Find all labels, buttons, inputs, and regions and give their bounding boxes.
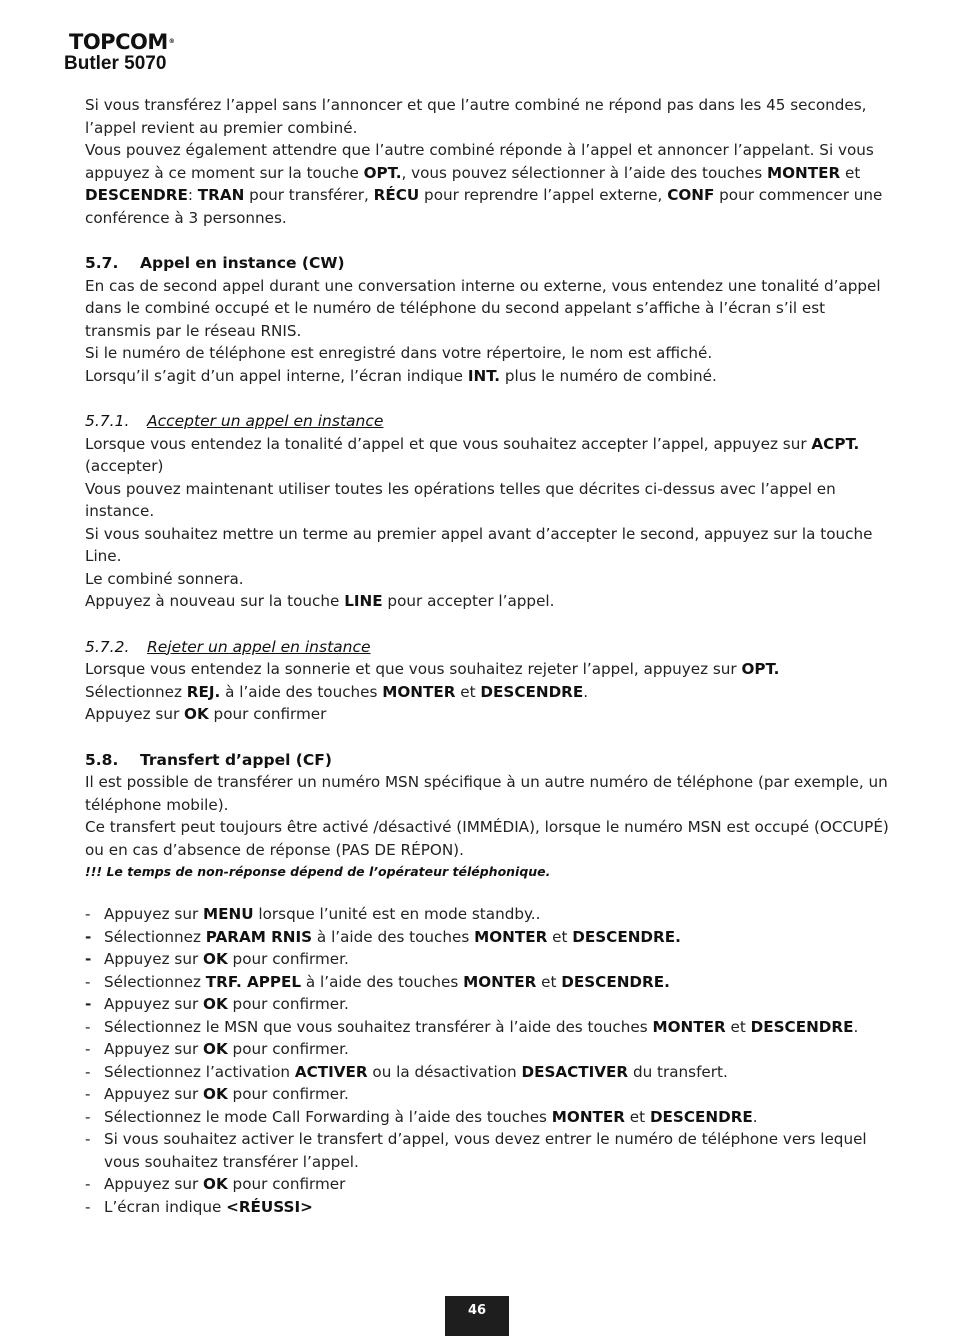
- bold-keyword: OK: [184, 705, 209, 723]
- paragraph: Lorsque vous entendez la tonalité d’appel et que vous souhaitez accepter l’appel, appuyez sur ACPT. (accepter): [85, 434, 860, 475]
- bold-keyword: MONTER: [551, 1107, 625, 1126]
- intro-section: [85, 94, 893, 229]
- bold-keyword: DESCENDRE.: [572, 927, 681, 946]
- list-dash: -: [85, 972, 91, 991]
- list-dash: -: [85, 1040, 91, 1058]
- paragraph: Il est possible de transférer un numéro MSN spécifique à un autre numéro de téléphone (par exemple, un téléphone mobile).: [85, 773, 888, 814]
- paragraph: Appuyez sur OK pour confirmer: [85, 705, 327, 723]
- section-title: Transfert d’appel (CF): [140, 750, 332, 769]
- paragraph: Appuyez à nouveau sur la touche LINE pour accepter l’appel.: [85, 592, 555, 610]
- document-body: [85, 94, 893, 1218]
- bold-keyword: OK: [203, 1175, 228, 1193]
- list-item: - Sélectionnez PARAM RNIS à l’aide des touches MONTER et DESCENDRE.: [85, 926, 893, 949]
- list-item: - Sélectionnez TRF. APPEL à l’aide des touches MONTER et DESCENDRE.: [85, 971, 893, 994]
- subsection-body-5-7-2: [85, 658, 893, 726]
- trademark-symbol: ®: [168, 38, 175, 45]
- section-heading-5-8: [85, 749, 893, 772]
- bold-keyword: OK: [203, 995, 228, 1013]
- brand-logo: [69, 31, 174, 53]
- bold-keyword: DESCENDRE: [480, 682, 584, 701]
- paragraph: Vous pouvez maintenant utiliser toutes les opérations telles que décrites ci-dessus avec l’appel en instance.: [85, 479, 836, 520]
- list-item: - Appuyez sur OK pour confirmer.: [85, 993, 893, 1016]
- bold-keyword: DESCENDRE.: [561, 972, 670, 991]
- bold-keyword: ACPT.: [811, 434, 860, 453]
- bold-keyword: RÉCU: [373, 186, 420, 204]
- bold-keyword: DESACTIVER: [521, 1062, 629, 1081]
- bold-keyword: DESCENDRE: [85, 186, 188, 204]
- subsection-body-5-7-1: [85, 433, 893, 613]
- list-item: - Appuyez sur MENU lorsque l’unité est en mode standby..: [85, 903, 893, 926]
- paragraph: Lorsque vous entendez la sonnerie et que vous souhaitez rejeter l’appel, appuyez sur OPT.: [85, 660, 780, 678]
- bold-keyword: MONTER: [382, 682, 456, 701]
- bold-keyword: TRF. APPEL: [205, 972, 302, 991]
- bold-keyword: <RÉUSSI>: [226, 1197, 313, 1216]
- list-item: - Sélectionnez le mode Call Forwarding à l’aide des touches MONTER et DESCENDRE.: [85, 1106, 893, 1129]
- list-dash: -: [85, 950, 92, 968]
- list-dash: -: [85, 927, 92, 946]
- paragraph: Si vous souhaitez mettre un terme au premier appel avant d’accepter le second, appuyez sur la touche Line.: [85, 524, 873, 565]
- section-title: Appel en instance (CW): [140, 254, 345, 272]
- bold-keyword: LINE: [344, 592, 383, 610]
- list-item: - L’écran indique <RÉUSSI>: [85, 1196, 893, 1219]
- list-item: - Appuyez sur OK pour confirmer.: [85, 1038, 893, 1061]
- list-dash: -: [85, 1062, 91, 1081]
- paragraph: Si le numéro de téléphone est enregistré dans votre répertoire, le nom est affiché.: [85, 344, 713, 362]
- subsection-title: Rejeter un appel en instance: [147, 637, 371, 656]
- list-dash: -: [85, 995, 92, 1013]
- bold-keyword: DESCENDRE: [649, 1107, 753, 1126]
- list-item: - Sélectionnez le MSN que vous souhaitez transférer à l’aide des touches MONTER et DESCENDRE.: [85, 1016, 893, 1039]
- bold-keyword: MONTER: [766, 163, 841, 182]
- page-number: 46: [445, 1296, 509, 1336]
- subsection-heading-5-7-2: [85, 636, 893, 659]
- subsection-number: 5.7.2.: [85, 637, 130, 656]
- bold-keyword: PARAM RNIS: [205, 927, 313, 946]
- warning-note: !!! Le temps de non-réponse dépend de l’opérateur téléphonique.: [85, 864, 551, 879]
- bold-keyword: TRAN: [197, 186, 245, 204]
- list-dash: -: [85, 1130, 91, 1148]
- bold-keyword: OK: [203, 950, 228, 968]
- bold-keyword: MONTER: [463, 972, 537, 991]
- paragraph: Si vous transférez l’appel sans l’annoncer et que l’autre combiné ne répond pas dans les 45 secondes, l’appel revient au premier combiné.: [85, 96, 867, 137]
- list-item: - Sélectionnez l’activation ACTIVER ou la désactivation DESACTIVER du transfert.: [85, 1061, 893, 1084]
- list-item: - Appuyez sur OK pour confirmer: [85, 1173, 893, 1196]
- paragraph: Sélectionnez REJ. à l’aide des touches MONTER et DESCENDRE.: [85, 682, 589, 701]
- bold-keyword: CONF: [667, 186, 715, 204]
- paragraph: Vous pouvez également attendre que l’autre combiné réponde à l’appel et annoncer l’appelant. Si vous appuyez à ce moment sur la touche OPT., vous pouvez sélectionner à l’aide des touches MONTER et DESCENDRE: TRAN pour transférer, RÉCU pour reprendre l’appel externe, CONF pour commencer une conférence à 3 personnes.: [85, 141, 883, 227]
- bold-keyword: MENU: [203, 905, 254, 923]
- bold-keyword: OPT.: [363, 163, 402, 182]
- brand-name: TOPCOM: [69, 30, 168, 54]
- list-dash: -: [85, 1017, 91, 1036]
- bold-keyword: DESCENDRE: [750, 1017, 854, 1036]
- paragraph: En cas de second appel durant une conversation interne ou externe, vous entendez une tonalité d’appel dans le combiné occupé et le numéro de téléphone du second appelant s’affiche à l’écran s’il est transmis par le réseau RNIS.: [85, 276, 881, 340]
- bold-keyword: OK: [203, 1040, 228, 1058]
- bold-keyword: OK: [203, 1085, 228, 1103]
- list-dash: -: [85, 1107, 91, 1126]
- section-heading-5-7: [85, 252, 893, 275]
- bold-keyword: MONTER: [652, 1017, 726, 1036]
- section-body-5-8: [85, 771, 893, 861]
- procedure-steps: [85, 903, 893, 1218]
- section-body-5-7: [85, 275, 893, 388]
- subsection-heading-5-7-1: [85, 410, 893, 433]
- paragraph: Lorsqu’il s’agit d’un appel interne, l’écran indique INT. plus le numéro de combiné.: [85, 366, 717, 385]
- bold-keyword: MONTER: [474, 927, 548, 946]
- section-number: 5.8.: [85, 750, 119, 769]
- list-dash: -: [85, 1085, 91, 1103]
- list-dash: -: [85, 905, 91, 923]
- list-dash: -: [85, 1197, 91, 1216]
- bold-keyword: ACTIVER: [294, 1062, 368, 1081]
- list-dash: -: [85, 1175, 91, 1193]
- model-name: Butler 5070: [64, 53, 167, 74]
- paragraph: Le combiné sonnera.: [85, 569, 244, 588]
- bold-keyword: INT.: [467, 366, 501, 385]
- bold-keyword: REJ.: [186, 682, 221, 701]
- list-item: - Appuyez sur OK pour confirmer.: [85, 1083, 893, 1106]
- list-item: - Appuyez sur OK pour confirmer.: [85, 948, 893, 971]
- subsection-number: 5.7.1.: [85, 412, 130, 430]
- list-item: - Si vous souhaitez activer le transfert d’appel, vous devez entrer le numéro de téléphone vers lequel vous souhaitez transférer l’appel.: [85, 1130, 867, 1171]
- paragraph: Ce transfert peut toujours être activé /désactivé (IMMÉDIA), lorsque le numéro MSN est occupé (OCCUPÉ) ou en cas d’absence de réponse (PAS DE RÉPON).: [85, 818, 889, 859]
- bold-keyword: OPT.: [741, 660, 780, 678]
- subsection-title: Accepter un appel en instance: [147, 412, 384, 430]
- section-number: 5.7.: [85, 254, 119, 272]
